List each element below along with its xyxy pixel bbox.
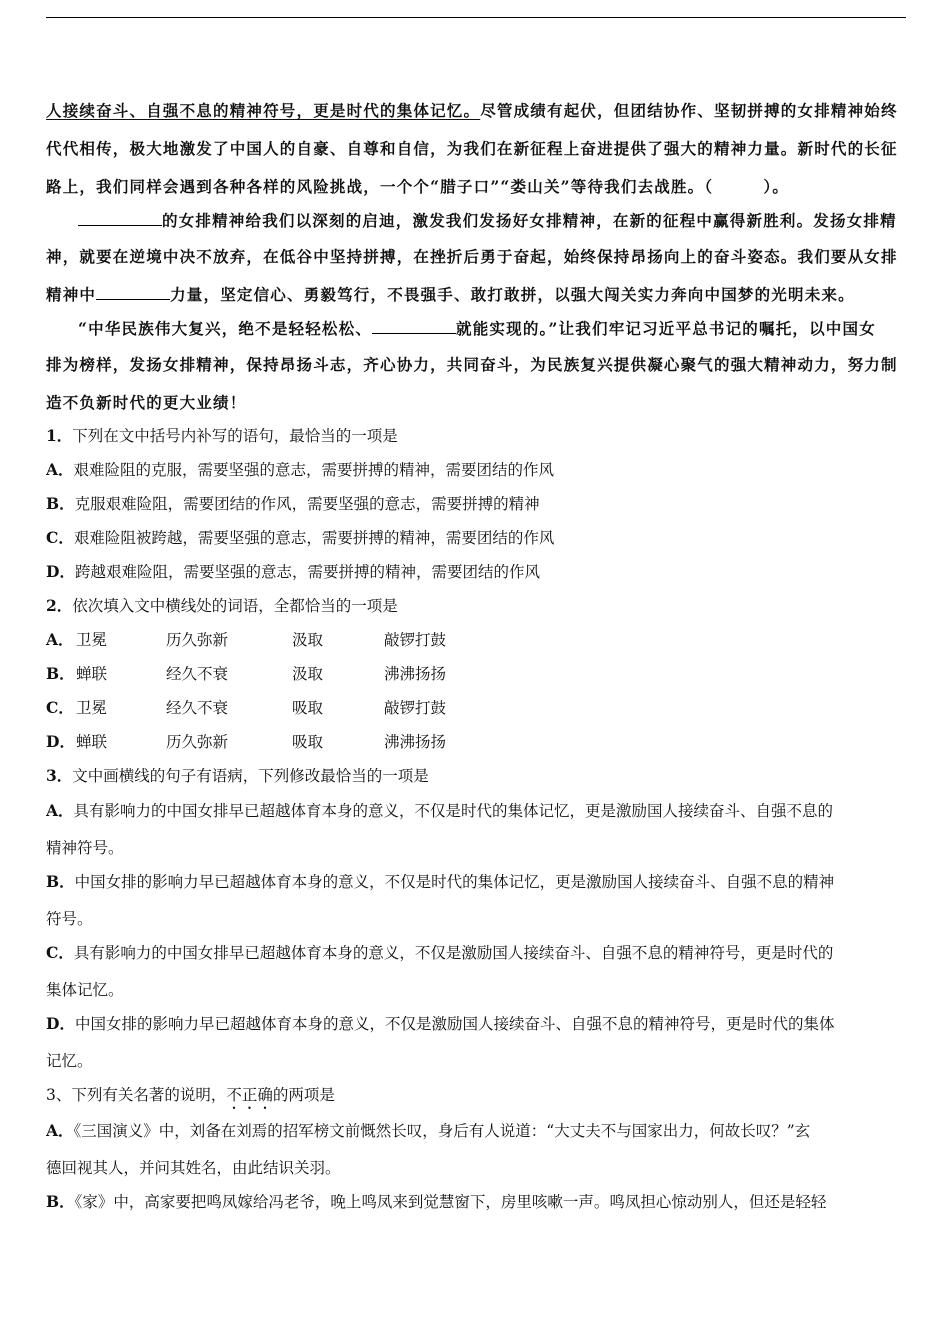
q3-option-c-cont: 集体记忆。 <box>46 981 124 999</box>
q3-option-d-cont: 记忆。 <box>46 1052 93 1070</box>
q1-option-a: A．艰难险阻的克服，需要坚强的意志，需要拼搏的精神，需要团结的作风 <box>46 460 555 479</box>
passage-line-2: 代代相传，极大地激发了中国人的自豪、自尊和自信，为我们在新征程上奋进提供了强大的精神力量。新时代的长征 <box>46 139 898 158</box>
q1-option-c: C．艰难险阻被跨越，需要坚强的意志，需要拼搏的精神，需要团结的作风 <box>46 528 555 547</box>
underlined-sentence: 人接续奋斗、自强不息的精神符号，更是时代的集体记忆。 <box>46 101 481 120</box>
fill-blank-1 <box>78 210 162 226</box>
passage-line-5: 神，就要在逆境中决不放弃，在低谷中坚持拼搏，在挫折后勇于奋起，始终保持昂扬向上的奋斗姿态。我们要从女排 <box>46 247 898 266</box>
passage-line-7: “中华民族伟大复兴，绝不是轻轻松松、 就能实现的。”让我们牢记习近平总书记的嘱托，以中国女 <box>78 319 876 338</box>
passage-line-4: 的女排精神给我们以深刻的启迪，激发我们发扬好女排精神，在新的征程中赢得新胜利。发扬女排精 <box>78 210 906 232</box>
q3-option-a-cont: 精神符号。 <box>46 839 124 857</box>
q1-option-d: D．跨越艰难险阻，需要坚强的意志，需要拼搏的精神，需要团结的作风 <box>46 562 540 581</box>
q3-option-c: C．具有影响力的中国女排早已超越体育本身的意义，不仅是激励国人接续奋斗、自强不息的精神符号，更是时代的 <box>46 943 834 962</box>
fill-blank-3 <box>372 318 456 334</box>
question-3-stem: 3．文中画横线的句子有语病，下列修改最恰当的一项是 <box>46 766 429 785</box>
q3-option-b-cont: 符号。 <box>46 910 93 928</box>
passage-line-9: 造不负新时代的更大业绩！ <box>46 393 247 412</box>
passage-line-6: 精神中 力量，坚定信心、勇毅笃行，不畏强手、敢打敢拼，以强大闯关实力奔向中国梦的光明未来。 <box>46 285 855 304</box>
q3-option-d: D．中国女排的影响力早已超越体育本身的意义，不仅是激励国人接续奋斗、自强不息的精神符号，更是时代的集体 <box>46 1014 835 1033</box>
emphasized-word: 不正确 <box>226 1086 273 1104</box>
passage-line-3: 路上，我们同样会遇到各种各样的风险挑战，一个个“腊子口”“娄山关”等待我们去战胜。（ ）。 <box>46 177 790 196</box>
passage-line-8: 排为榜样，发扬女排精神，保持昂扬斗志，齐心协力，共同奋斗，为民族复兴提供凝心聚气的强大精神动力，努力制 <box>46 355 898 374</box>
fill-blank-2 <box>96 284 170 300</box>
passage-line-1: 人接续奋斗、自强不息的精神符号，更是时代的集体记忆。尽管成绩有起伏，但团结协作、坚韧拼搏的女排精神始终 <box>46 101 898 120</box>
q3-option-b: B．中国女排的影响力早已超越体育本身的意义，不仅是时代的集体记忆，更是激励国人接续奋斗、自强不息的精神 <box>46 872 835 891</box>
question-2-stem: 2．依次填入文中横线处的词语，全都恰当的一项是 <box>46 596 398 615</box>
q4-option-a-cont: 德回视其人，并问其姓名，由此结识关羽。 <box>46 1159 341 1177</box>
question-1-stem: 1．下列在文中括号内补写的语句，最恰当的一项是 <box>46 426 398 445</box>
q4-option-a: A．《三国演义》中，刘备在刘焉的招军榜文前慨然长叹，身后有人说道：“大丈夫不与国家出力，何故长叹？”玄 <box>46 1121 811 1140</box>
question-4-stem: 3、下列有关名著的说明，不正确的两项是 <box>46 1086 335 1104</box>
q3-option-a: A．具有影响力的中国女排早已超越体育本身的意义，不仅是时代的集体记忆，更是激励国人接续奋斗、自强不息的 <box>46 801 834 820</box>
header-rule <box>46 17 906 18</box>
q1-option-b: B．克服艰难险阻，需要团结的作风，需要坚强的意志，需要拼搏的精神 <box>46 494 540 513</box>
q4-option-b: B．《家》中，高家要把鸣凤嫁给冯老爷，晚上鸣凤来到觉慧窗下，房里咳嗽一声。鸣凤担心惊动别人，但还是轻轻 <box>46 1192 827 1211</box>
